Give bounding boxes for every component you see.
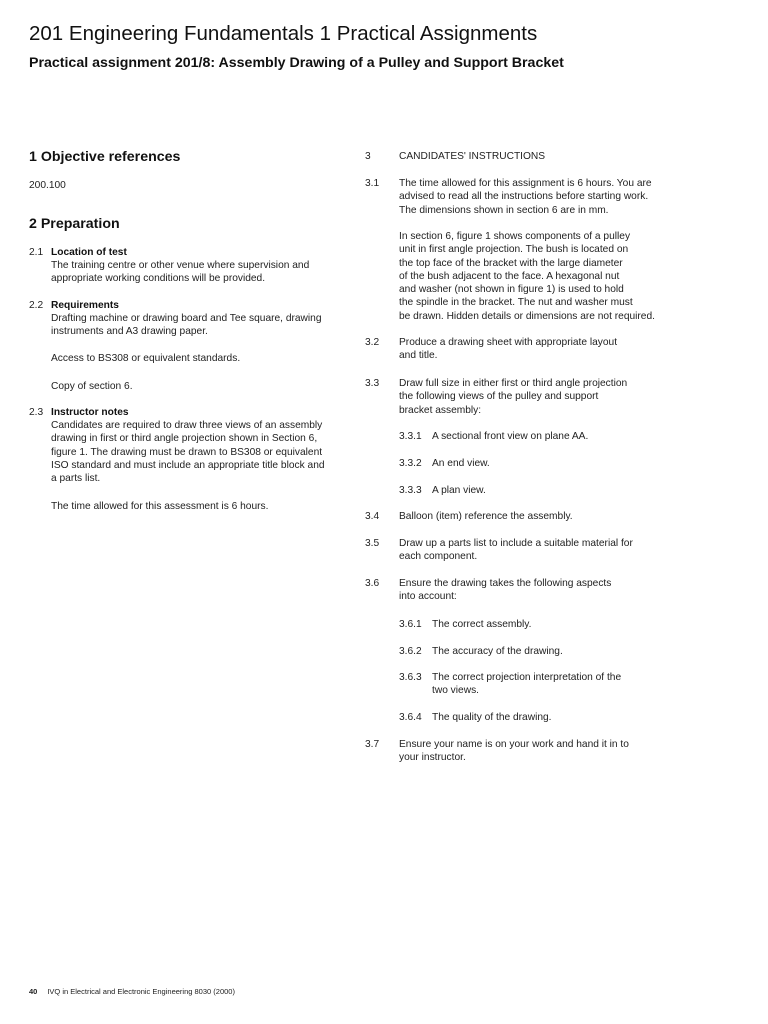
item-2-3-number: 2.3	[29, 407, 44, 418]
item-3-3-3-text: A plan view.	[432, 485, 486, 496]
item-3-7-text: Ensure your name is on your work and hand it in to your instructor.	[399, 739, 629, 764]
section-3-heading: CANDIDATES' INSTRUCTIONS	[399, 151, 546, 162]
item-3-4-number: 3.4	[365, 511, 380, 522]
footer-text: IVQ in Electrical and Electronic Engineering 8030 (2000)	[47, 987, 235, 996]
section-3-number: 3	[365, 151, 371, 162]
page-title: 201 Engineering Fundamentals 1 Practical Assignments	[29, 22, 538, 45]
item-3-3-1-number: 3.3.1	[399, 431, 422, 442]
item-2-3-text-2: The time allowed for this assessment is 6 hours.	[51, 501, 269, 512]
item-2-3-text: Candidates are required to draw three views of an assembly drawing in first or third angle projection shown in Section 6, figure 1. The drawing must be drawn to BS308 or equivalent ISO standard and must include an appropriate title block and a parts list.	[51, 420, 325, 485]
item-3-6-number: 3.6	[365, 578, 380, 589]
item-3-6-4-text: The quality of the drawing.	[432, 712, 552, 723]
assignment-subtitle: Practical assignment 201/8: Assembly Drawing of a Pulley and Support Bracket	[29, 55, 564, 71]
section-1-heading: 1 Objective references	[29, 149, 181, 165]
section-2-heading: 2 Preparation	[29, 216, 120, 232]
item-3-6-3-text: The correct projection interpretation of the two views.	[432, 672, 622, 697]
item-3-3-3-number: 3.3.3	[399, 485, 422, 496]
item-3-5-number: 3.5	[365, 538, 380, 549]
item-2-1-title: Location of test	[51, 247, 127, 258]
item-2-2-text-3: Copy of section 6.	[51, 381, 133, 392]
item-3-3-1-text: A sectional front view on plane AA.	[432, 431, 589, 442]
item-3-4-text: Balloon (item) reference the assembly.	[399, 511, 573, 522]
item-2-2-text: Drafting machine or drawing board and Tee square, drawing instruments and A3 drawing paper.	[51, 313, 322, 338]
item-3-3-text: Draw full size in either first or third angle projection the following views of the pulley and support bracket assembly:	[399, 378, 628, 416]
item-3-3-number: 3.3	[365, 378, 380, 389]
page-footer	[29, 987, 235, 996]
item-3-7-number: 3.7	[365, 739, 380, 750]
page-number: 40	[29, 987, 38, 996]
item-2-2-number: 2.2	[29, 300, 44, 311]
item-3-3-2-text: An end view.	[432, 458, 490, 469]
item-3-6-text: Ensure the drawing takes the following aspects into account:	[399, 578, 612, 603]
objective-reference: 200.100	[29, 180, 66, 191]
item-3-6-2-number: 3.6.2	[399, 646, 422, 657]
item-2-2-title: Requirements	[51, 300, 119, 311]
item-2-2-text-2: Access to BS308 or equivalent standards.	[51, 353, 241, 364]
item-3-1-text: The time allowed for this assignment is 6 hours. You are advised to read all the instructions before starting work. The dimensions shown in section 6 are in mm.	[399, 178, 652, 216]
item-2-3-title: Instructor notes	[51, 407, 129, 418]
item-3-5-text: Draw up a parts list to include a suitable material for each component.	[399, 538, 633, 563]
item-3-2-number: 3.2	[365, 337, 380, 348]
item-3-6-2-text: The accuracy of the drawing.	[432, 646, 563, 657]
item-3-6-3-number: 3.6.3	[399, 672, 422, 683]
item-3-2-text: Produce a drawing sheet with appropriate layout and title.	[399, 337, 618, 362]
item-3-6-4-number: 3.6.4	[399, 712, 422, 723]
item-3-1-text-2: In section 6, figure 1 shows components of a pulley unit in first angle projection. The bush is located on the top face of the bracket with the large diameter of the bush adjacent to the face. A hexagonal nut and washer (not shown in figure 1) is used to hold the spindle in the bracket. The nut and washer must be drawn. Hidden details or dimensions are not required.	[399, 231, 655, 322]
item-2-1-text: The training centre or other venue where supervision and appropriate working conditions will be provided.	[51, 260, 310, 285]
item-3-6-1-number: 3.6.1	[399, 619, 422, 630]
item-2-1-number: 2.1	[29, 247, 44, 258]
item-3-1-number: 3.1	[365, 178, 380, 189]
item-3-3-2-number: 3.3.2	[399, 458, 422, 469]
item-3-6-1-text: The correct assembly.	[432, 619, 532, 630]
